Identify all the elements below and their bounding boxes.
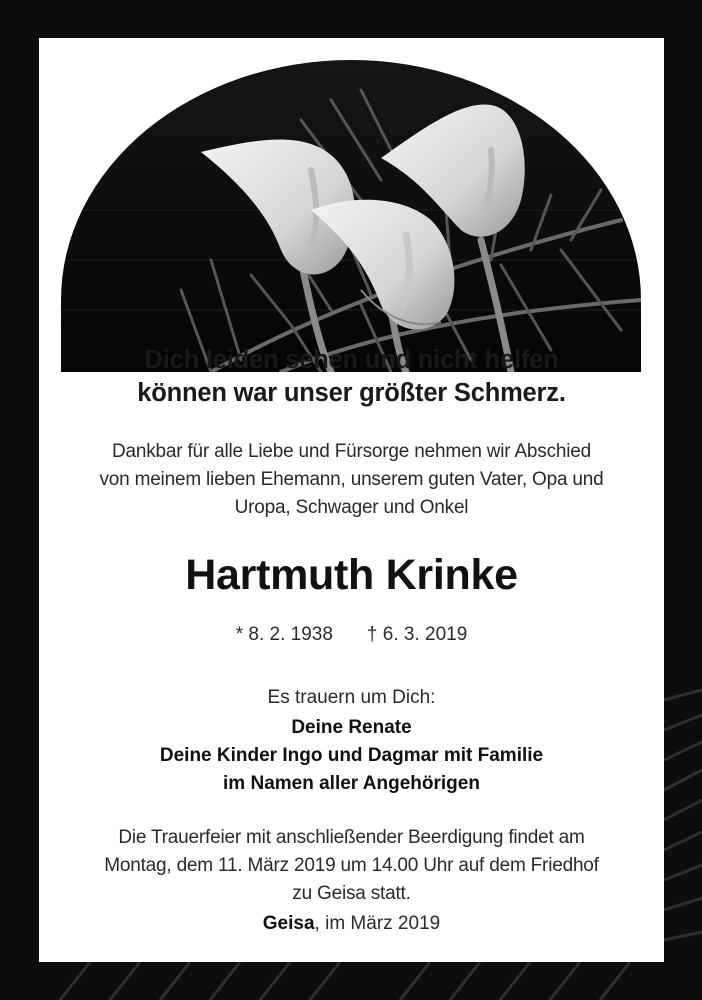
- ceremony-line-1: Die Trauerfeier mit anschließender Beerdigung findet am: [118, 827, 585, 848]
- deceased-name: Hartmuth Krinke: [185, 551, 518, 599]
- headline-quote: [39, 344, 664, 410]
- life-dates: [39, 622, 664, 648]
- mourner-line: Deine Kinder Ingo und Dagmar mit Familie: [159, 745, 544, 766]
- mourners-list: [39, 714, 664, 798]
- place-date: , im März 2019: [314, 913, 441, 934]
- intro-line-2: von meinem lieben Ehemann, unserem guten Vater, Opa und: [99, 469, 604, 490]
- place-city: Geisa: [262, 913, 315, 934]
- ceremony-info: [39, 824, 664, 908]
- ceremony-line-2: Montag, dem 11. März 2019 um 14.00 Uhr auf dem Friedhof: [104, 855, 599, 876]
- obituary-card: [39, 38, 664, 962]
- mourner-line: im Namen aller Angehörigen: [223, 773, 480, 794]
- place-and-date: [39, 910, 664, 938]
- ceremony-line-3: zu Geisa statt.: [292, 883, 411, 904]
- mourner-line: Deine Renate: [291, 717, 412, 738]
- intro-line-1: Dankbar für alle Liebe und Fürsorge nehmen wir Abschied: [111, 441, 592, 462]
- calla-lily-photo: [61, 60, 641, 372]
- headline-line-2: können war unser größter Schmerz.: [137, 379, 566, 407]
- intro-line-3: Uropa, Schwager und Onkel: [234, 497, 469, 518]
- headline-line-1: Dich leiden sehen und nicht helfen: [144, 346, 559, 374]
- death-date: † 6. 3. 2019: [366, 624, 468, 645]
- intro-text: [39, 438, 664, 522]
- mourners-intro: Es trauern um Dich:: [267, 687, 436, 708]
- birth-date: * 8. 2. 1938: [235, 624, 333, 645]
